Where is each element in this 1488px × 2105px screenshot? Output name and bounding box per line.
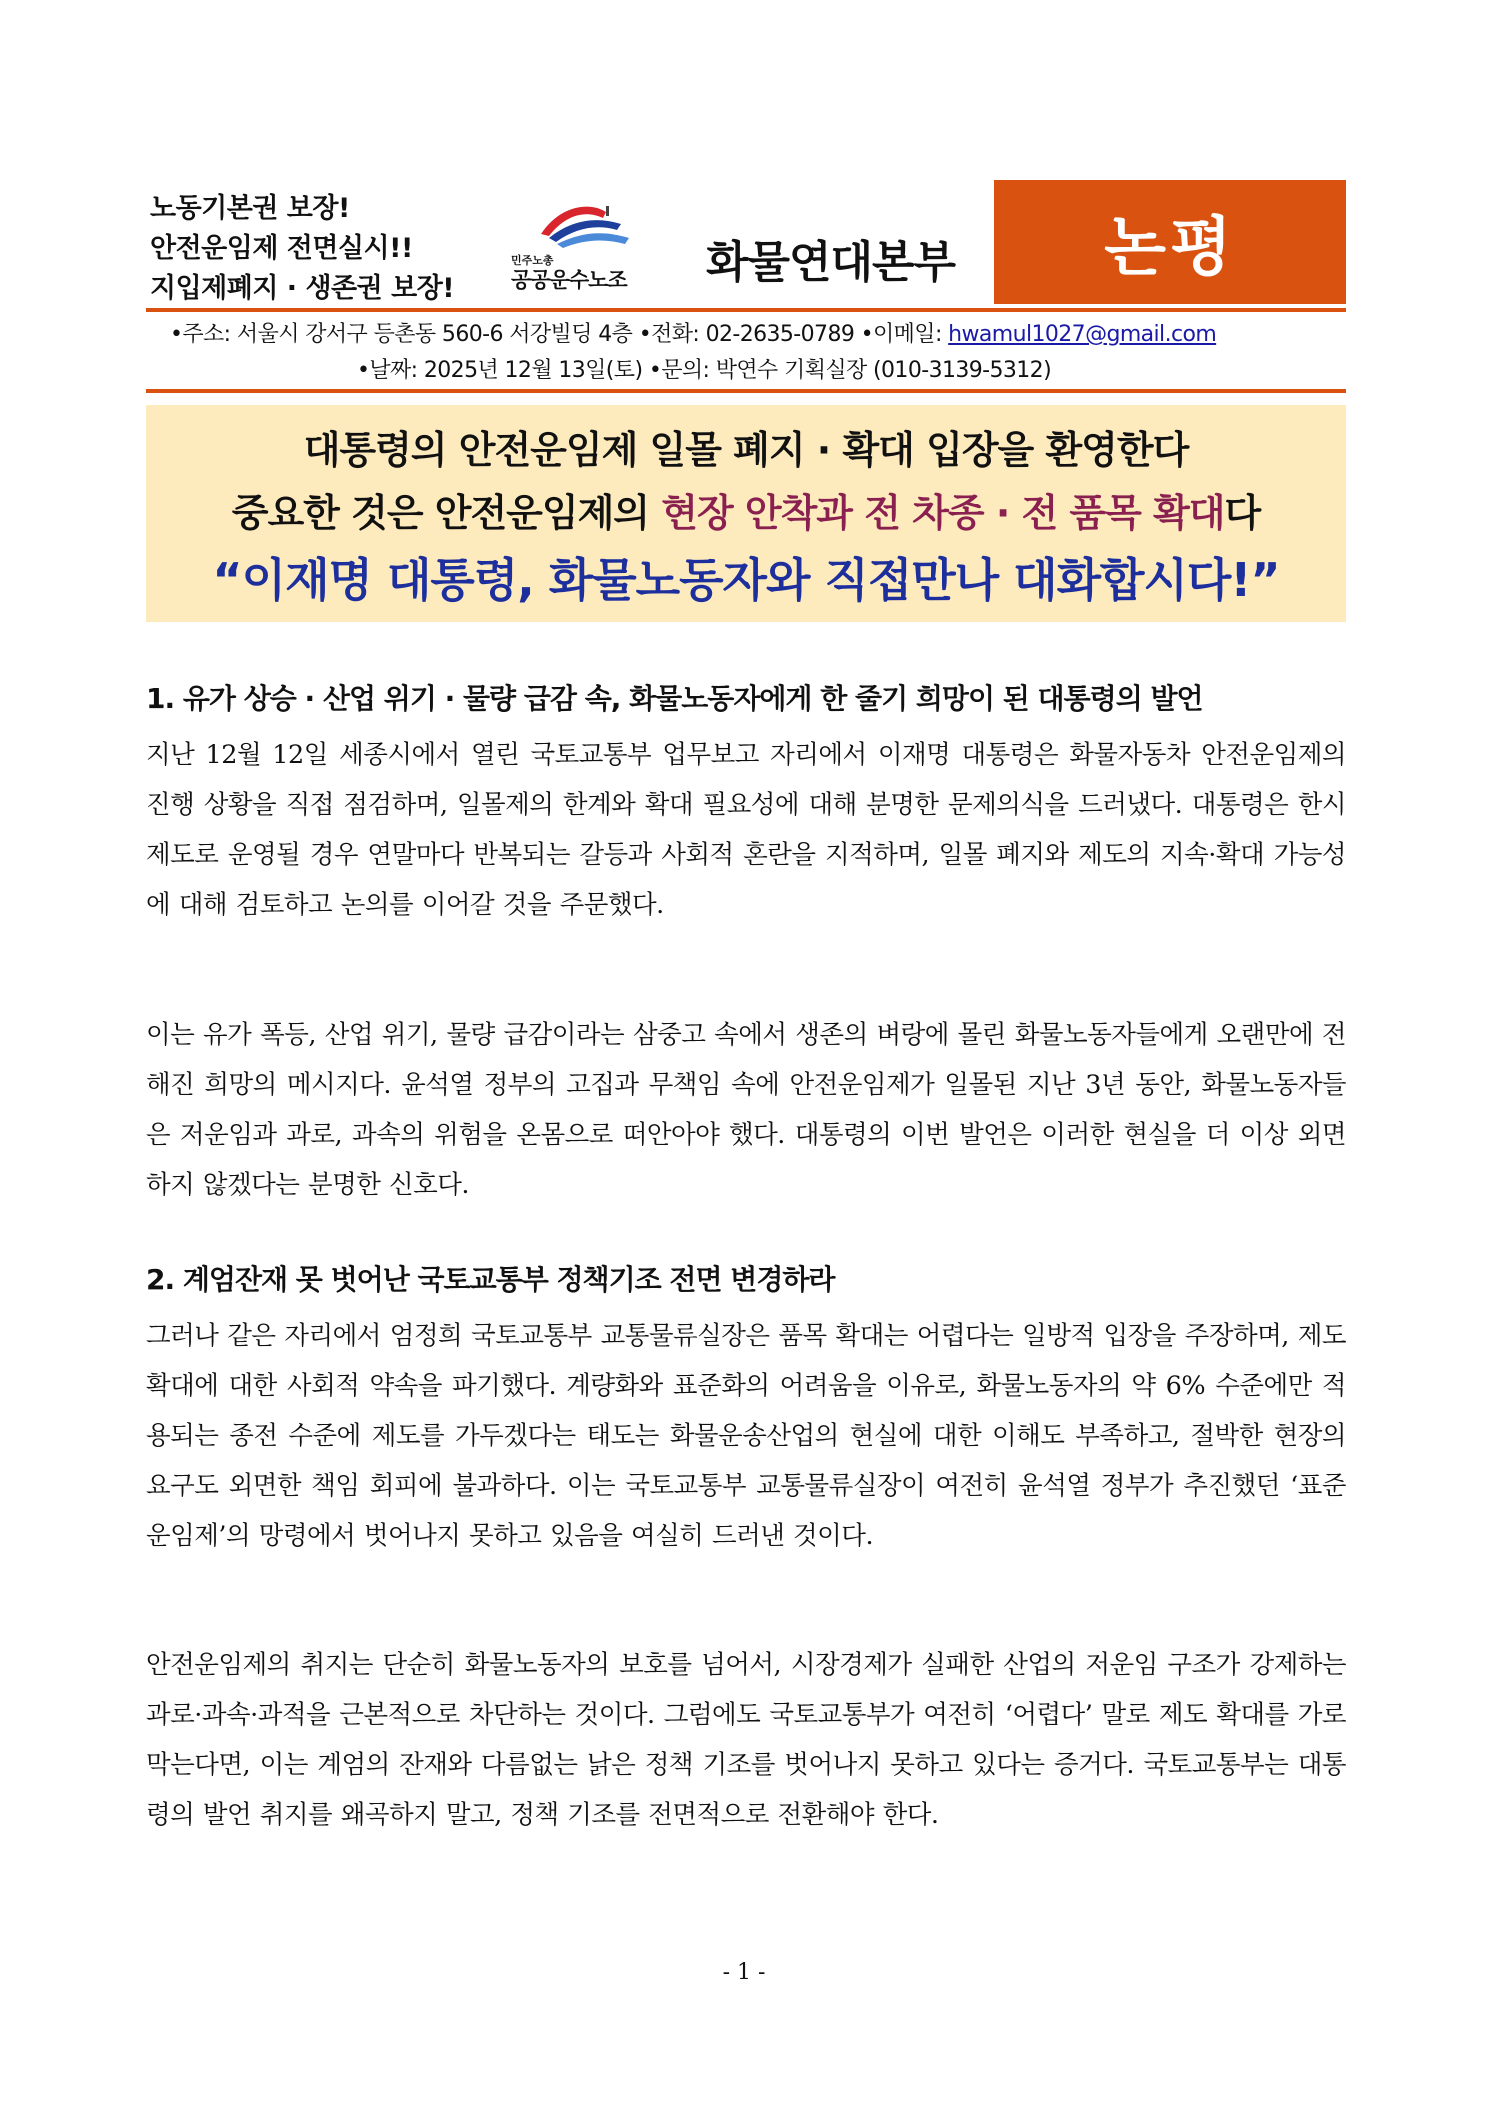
organization-name: 화물연대본부 [706,237,956,288]
header [146,180,1346,312]
slogan-line: 안전운임제 전면실시!! [150,233,413,264]
section-heading: 1. 유가 상승 · 산업 위기 · 물량 급감 속, 화물노동자에게 한 줄기 희망이 된 대통령의 발언 [146,682,1203,715]
title-highlight: 현장 안착과 전 차종 · 전 품목 확대 [661,491,1225,535]
logo-caption: 민주노총 [511,254,554,267]
paragraph: 안전운임제의 취지는 단순히 화물노동자의 보호를 넘어서, 시장경제가 실패한 산업의 저운임 구조가 강제하는 과로·과속·과적을 근본적으로 차단하는 것이다. 그럼에도 국토교통부가 여전히 ‘어렵다’ 말로 제도 확대를 가로막는다면, 이는 계엄의 잔재와 다름없는 낡은 정책 기조를 벗어나지 못하고 있다는 증거다. 국토교통부는 대통령의 발언 취지를 왜곡하지 말고, 정책 기조를 전면적으로 전환해야 한다. [146,1650,1346,1830]
slogans [150,189,510,309]
flag-icon [511,194,661,254]
logo-union-name: 공공운수노조 [511,268,627,292]
badge-label: 논평 [1104,211,1236,285]
contact-divider [146,389,1346,393]
email-link[interactable]: hwamul1027@gmail.com [948,322,1217,347]
title-text: 중요한 것은 안전운임제의 [231,491,662,535]
date-inquiry-line: •날짜: 2025년 12월 13일(토) •문의: 박연수 기획실장 (010-3139-5312) [357,358,1052,383]
slogan-line: 지입제폐지 · 생존권 보장! [150,273,455,304]
section-heading: 2. 계엄잔재 못 벗어난 국토교통부 정책기조 전면 변경하라 [146,1263,835,1296]
title-quote: “이재명 대통령, 화물노동자와 직접만나 대화합시다!” [212,553,1280,607]
header-divider [146,308,1346,312]
title-line: 대통령의 안전운임제 일몰 폐지 · 확대 입장을 환영한다 [303,428,1189,472]
contact-line [170,317,1216,348]
slogan-line: 노동기본권 보장! [150,193,350,224]
page-number: - 1 - [722,1960,766,1985]
title-box [146,405,1346,622]
title-line [146,482,1346,537]
paragraph: 지난 12월 12일 세종시에서 열린 국토교통부 업무보고 자리에서 이재명 대통령은 화물자동차 안전운임제의 진행 상황을 직접 점검하며, 일몰제의 한계와 확대 필요성에 대해 분명한 문제의식을 드러냈다. 대통령은 한시 제도로 운영될 경우 연말마다 반복되는 갈등과 사회적 혼란을 지적하며, 일몰 폐지와 제도의 지속·확대 가능성에 대해 검토하고 논의를 이어갈 것을 주문했다. [146,740,1346,920]
paragraph: 이는 유가 폭등, 산업 위기, 물량 급감이라는 삼중고 속에서 생존의 벼랑에 몰린 화물노동자들에게 오랜만에 전해진 희망의 메시지다. 윤석열 정부의 고집과 무책임 속에 안전운임제가 일몰된 지난 3년 동안, 화물노동자들은 저운임과 과로, 과속의 위험을 온몸으로 떠안아야 했다. 대통령의 이번 발언은 이러한 현실을 더 이상 외면하지 않겠다는 분명한 신호다. [146,1020,1346,1200]
contact-address-phone: •주소: 서울시 강서구 등촌동 560-6 서강빌딩 4층 •전화: 02-2635-0789 •이메일: [170,322,949,347]
title-text: 다 [1224,491,1261,535]
document-type-badge [994,180,1346,304]
union-logo [511,194,661,294]
paragraph: 그러나 같은 자리에서 엄정희 국토교통부 교통물류실장은 품목 확대는 어렵다는 일방적 입장을 주장하며, 제도 확대에 대한 사회적 약속을 파기했다. 계량화와 표준화의 어려움을 이유로, 화물노동자의 약 6% 수준에만 적용되는 종전 수준에 제도를 가두겠다는 태도는 화물운송산업의 현실에 대한 이해도 부족하고, 절박한 현장의 요구도 외면한 책임 회피에 불과하다. 이는 국토교통부 교통물류실장이 여전히 윤석열 정부가 추진했던 ‘표준운임제’의 망령에서 벗어나지 못하고 있음을 여실히 드러낸 것이다. [146,1321,1346,1551]
